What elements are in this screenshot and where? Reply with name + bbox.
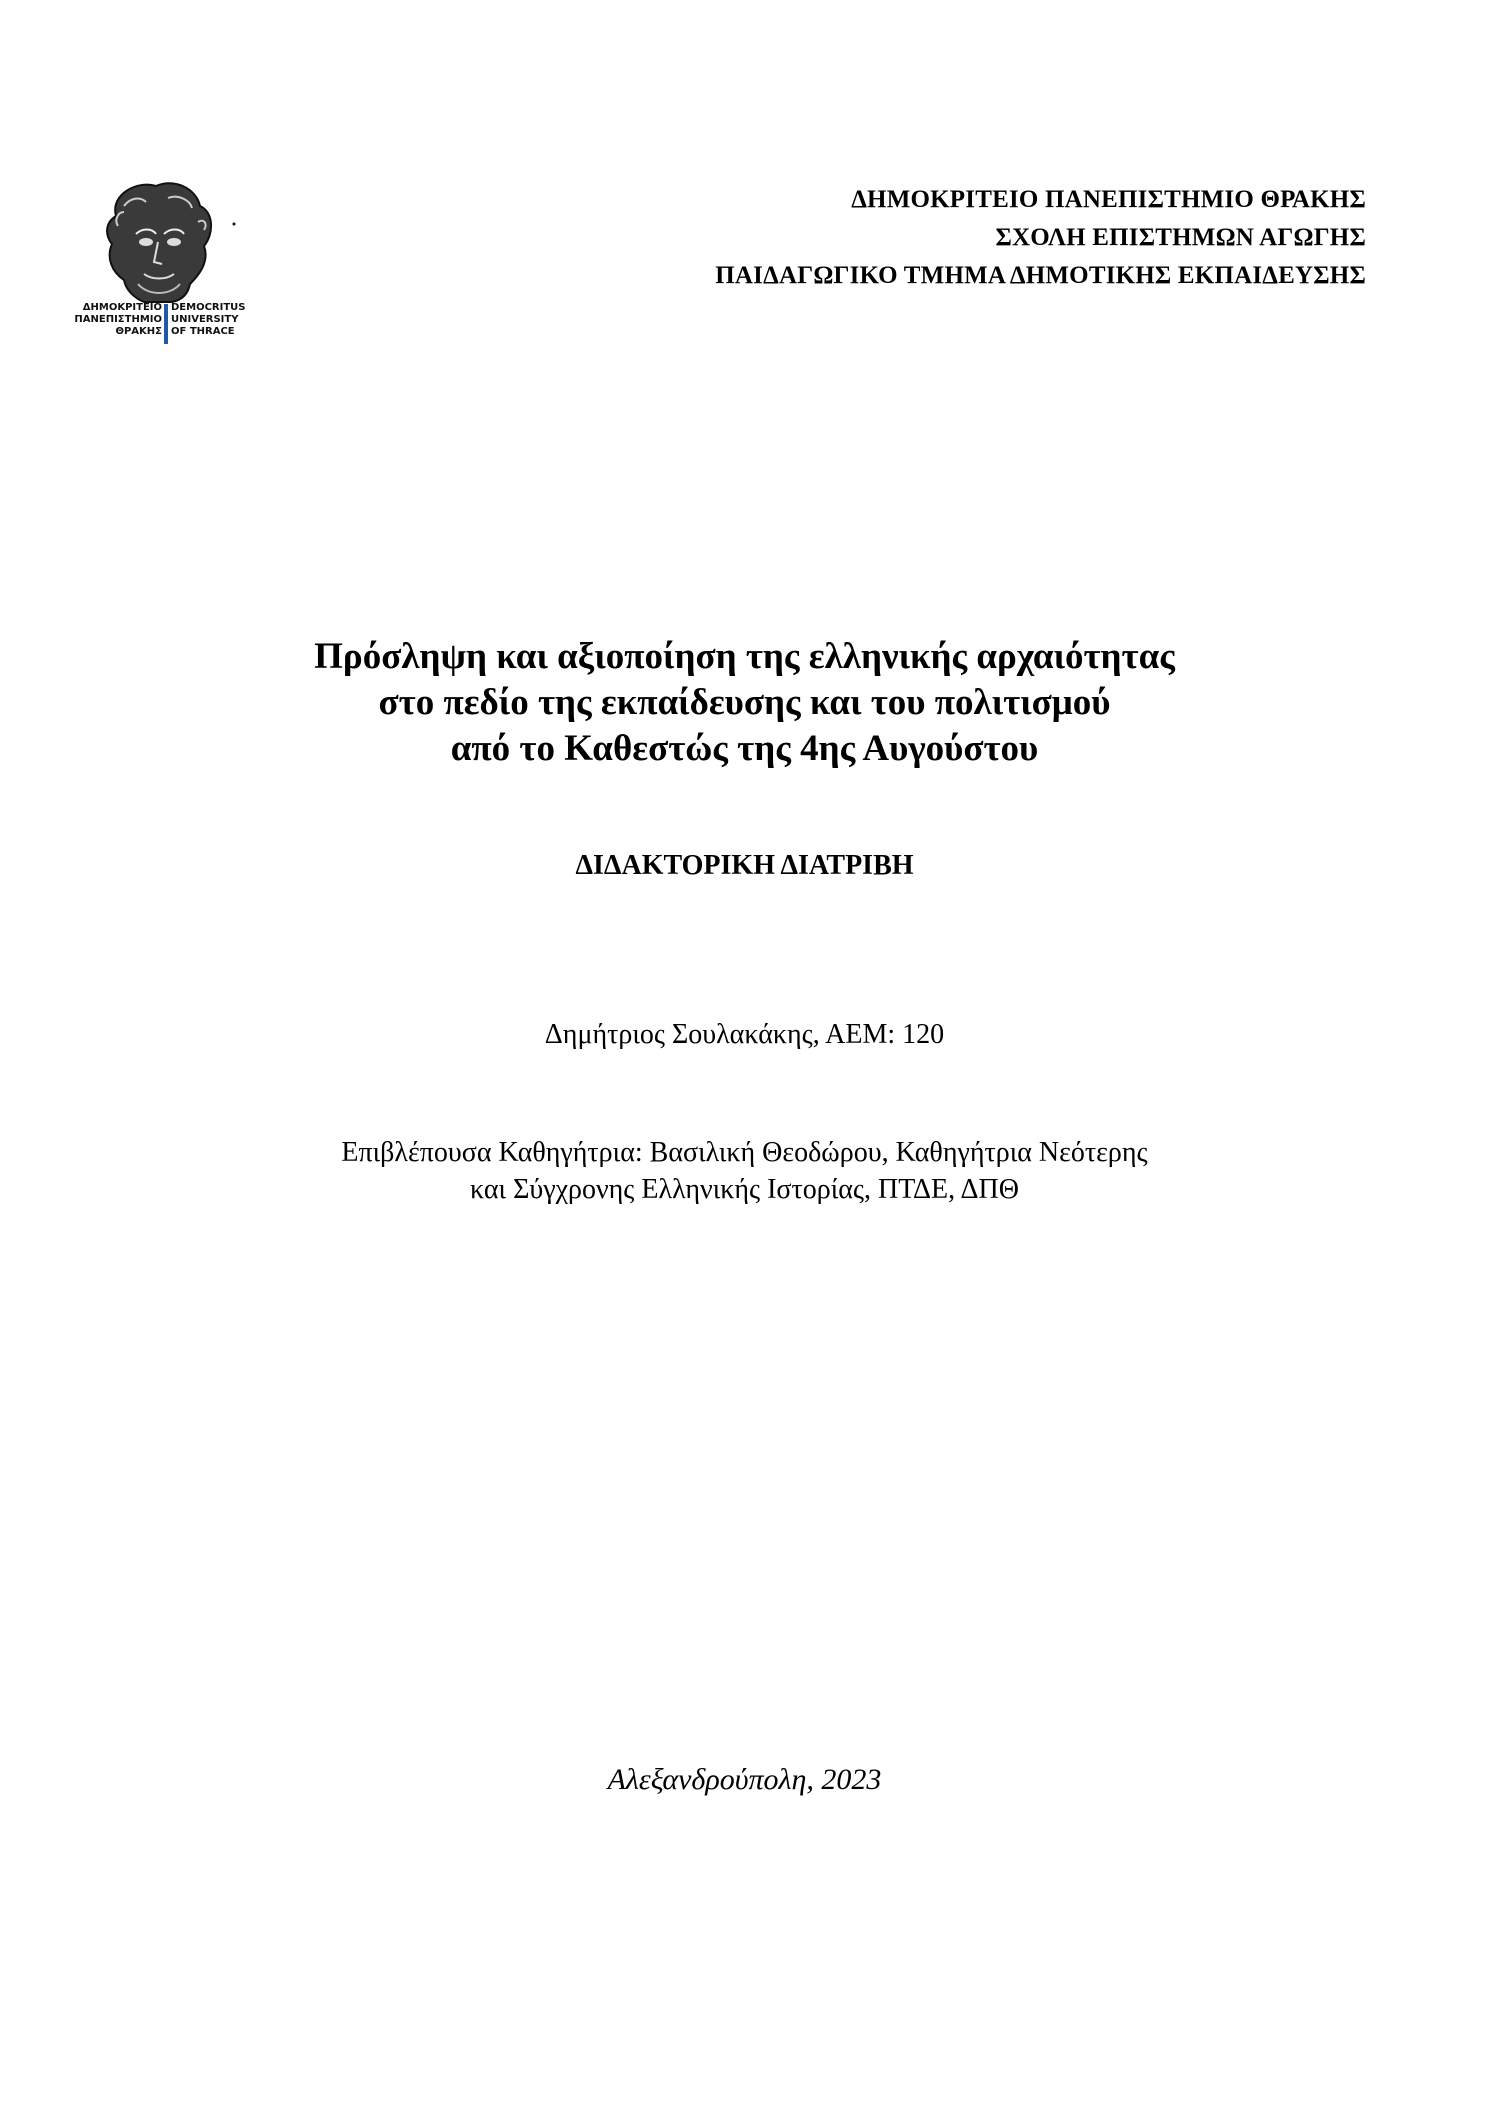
supervisor-block <box>0 1134 1489 1208</box>
school-name: ΣΧΟΛΗ ΕΠΙΣΤΗΜΩΝ ΑΓΩΓΗΣ <box>995 224 1366 251</box>
thesis-title-line-1: Πρόσληψη και αξιοποίηση της ελληνικής αρχαιότητας <box>314 636 1175 677</box>
logo-text-greek: ΔΗΜΟΚΡΙΤΕΙΟ ΠΑΝΕΠΙΣΤΗΜΙΟ ΘΡΑΚΗΣ <box>74 302 162 337</box>
supervisor-line-1: Επιβλέπουσα Καθηγήτρια: Βασιλική Θεοδώρου, Καθηγήτρια Νεότερης <box>341 1137 1148 1168</box>
institution-header <box>715 181 1366 295</box>
university-name: ΔΗΜΟΚΡΙΤΕΙΟ ΠΑΝΕΠΙΣΤΗΜΙΟ ΘΡΑΚΗΣ <box>851 186 1366 213</box>
university-logo <box>58 176 268 346</box>
author-line: Δημήτριος Σουλακάκης, ΑΕΜ: 120 <box>544 1019 945 1050</box>
thesis-title-line-3: από το Καθεστώς της 4ης Αυγούστου <box>450 728 1039 769</box>
supervisor-line-2: και Σύγχρονης Ελληνικής Ιστορίας, ΠΤΔΕ, ΔΠΘ <box>470 1174 1019 1205</box>
thesis-title-line-2: στο πεδίο της εκπαίδευσης και του πολιτισμού <box>378 682 1111 723</box>
logo-text-english: DEMOCRITUS UNIVERSITY OF THRACE <box>171 302 246 337</box>
place-and-date: Αλεξανδρούπολη, 2023 <box>607 1763 882 1796</box>
document-type: ΔΙΔΑΚΤΟΡΙΚΗ ΔΙΑΤΡΙΒΗ <box>575 850 914 881</box>
thesis-title <box>0 634 1489 772</box>
department-name: ΠΑΙΔΑΓΩΓΙΚΟ ΤΜΗΜΑ ΔΗΜΟΤΙΚΗΣ ΕΚΠΑΙΔΕΥΣΗΣ <box>715 262 1366 289</box>
